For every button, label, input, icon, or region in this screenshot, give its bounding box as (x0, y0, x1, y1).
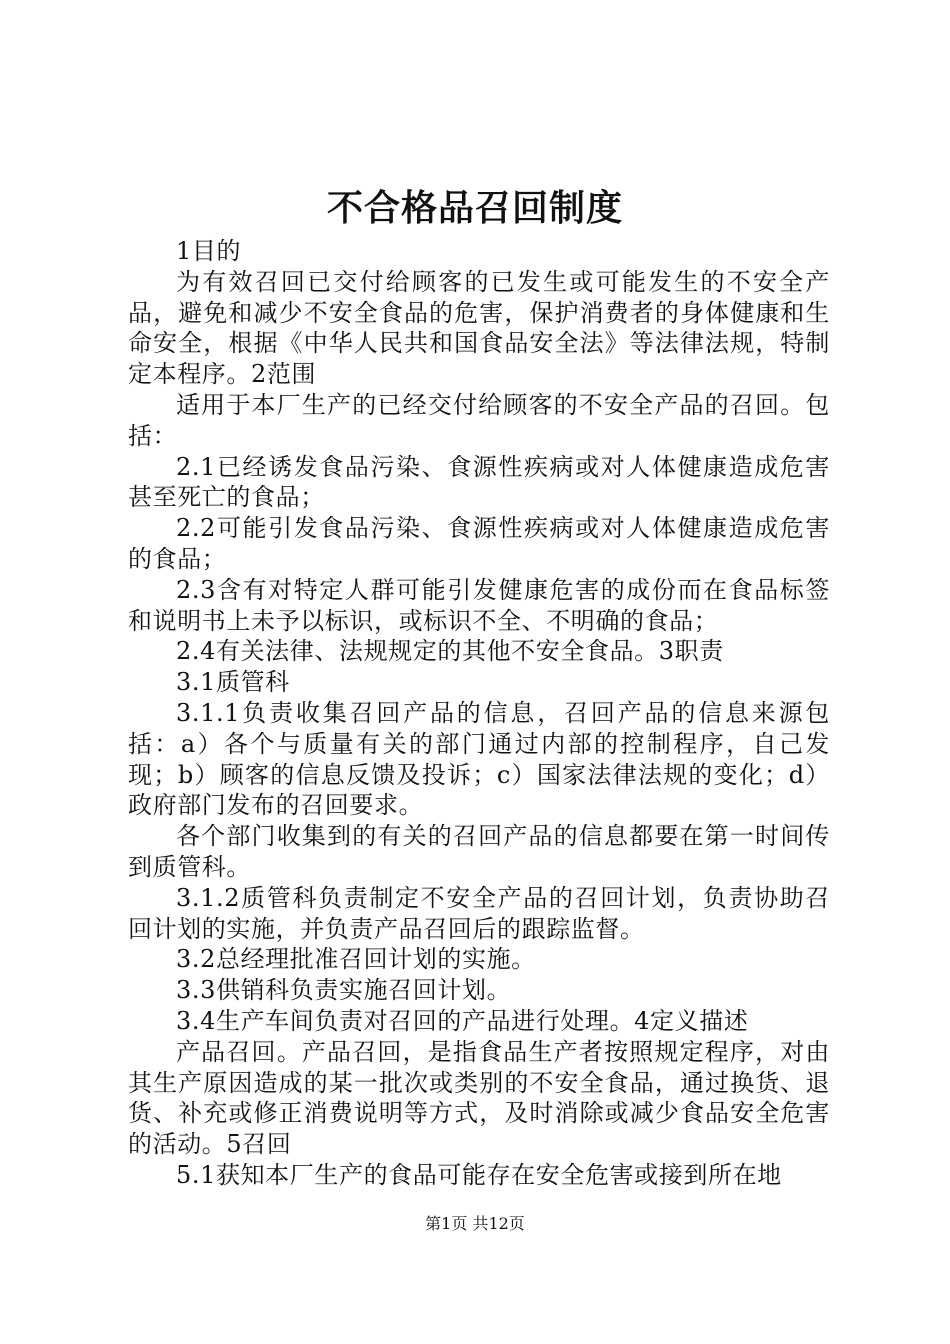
paragraph-3-3: 3.3供销科负责实施召回计划。 (176, 976, 512, 1005)
paragraph-3-1-2: 3.1.2质管科负责制定不安全产品的召回计划，负责协助召回计划的实施，并负责产品召回后的跟踪监督。 (128, 883, 830, 943)
paragraph-3-4: 3.4生产车间负责对召回的产品进行处理。4定义描述 (176, 1006, 749, 1035)
page-footer: 第1页 共12页 (425, 1214, 525, 1233)
paragraph-3-1: 3.1质管科 (176, 668, 290, 697)
paragraph-3-1-1: 3.1.1负责收集召回产品的信息，召回产品的信息来源包括：a）各个与质量有关的部门通过内部的控制程序，自己发现；b）顾客的信息反馈及投诉；c）国家法律法规的变化；d）政府部门发布的召回要求。 (128, 698, 830, 820)
paragraph-info-transfer: 各个部门收集到的有关的召回产品的信息都要在第一时间传到质管科。 (128, 822, 830, 881)
paragraph-5-1: 5.1获知本厂生产的食品可能存在安全危害或接到所在地 (176, 1160, 782, 1189)
paragraph-2-3: 2.3含有对特定人群可能引发健康危害的成份而在食品标签和说明书上未予以标识，或标识不全、不明确的食品； (128, 575, 830, 635)
paragraph-2-4: 2.4有关法律、法规规定的其他不安全食品。3职责 (176, 637, 724, 666)
document-body (128, 236, 830, 1191)
paragraph-definition: 产品召回。产品召回，是指食品生产者按照规定程序，对由其生产原因造成的某一批次或类别的不安全食品，通过换货、退货、补充或修正消费说明等方式，及时消除或减少食品安全危害的活动。5召回 (128, 1037, 830, 1159)
paragraph-purpose-heading: 1目的 (176, 237, 242, 265)
paragraph-2-1: 2.1已经诱发食品污染、食源性疾病或对人体健康造成危害甚至死亡的食品； (128, 452, 830, 512)
paragraph-3-2: 3.2总经理批准召回计划的实施。 (176, 945, 536, 974)
paragraph-scope: 适用于本厂生产的已经交付给顾客的不安全产品的召回。包括： (128, 390, 830, 450)
paragraph-purpose: 为有效召回已交付给顾客的已发生或可能发生的不安全产品，避免和减少不安全食品的危害，保护消费者的身体健康和生命安全，根据《中华人民共和国食品安全法》等法律法规，特制定本程序。2范围 (128, 267, 830, 389)
document-title: 不合格品召回制度 (326, 187, 623, 229)
paragraph-2-2: 2.2可能引发食品污染、食源性疾病或对人体健康造成危害的食品； (128, 514, 830, 573)
